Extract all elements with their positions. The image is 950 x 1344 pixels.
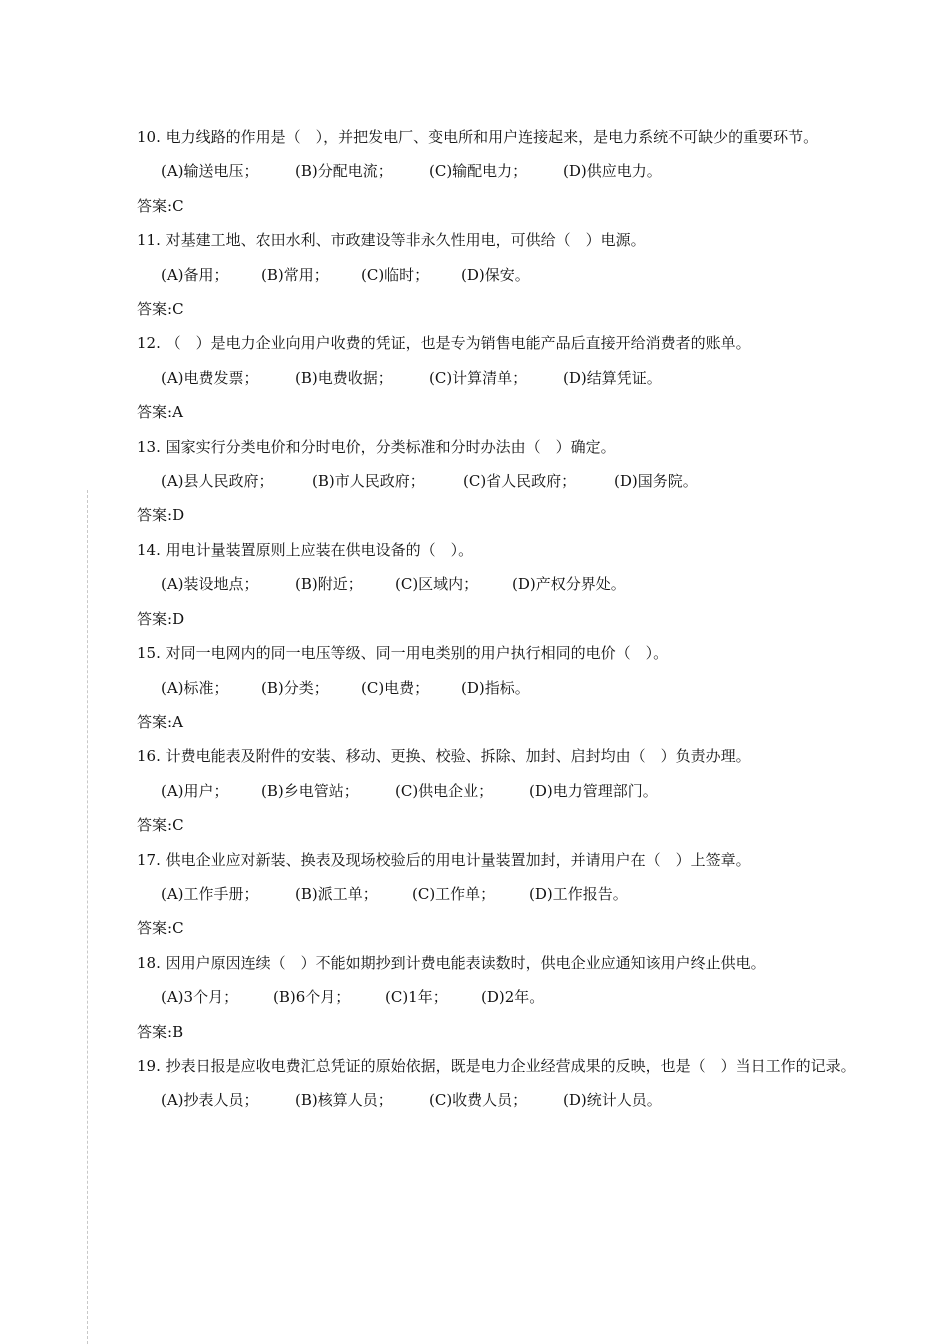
answer-label: 答案:: [137, 300, 173, 319]
option-b: (B)分配电流；: [295, 162, 393, 181]
option-b: (B)常用；: [261, 265, 329, 284]
question-stem: 计费电能表及附件的安装、移动、更换、校验、拆除、加封、启封均由（ ）负责办理。: [165, 747, 751, 766]
option-a: (A)3个月；: [161, 988, 239, 1007]
options-row: [137, 464, 867, 498]
option-c: (C)输配电力；: [429, 162, 528, 181]
question-number: 13.: [137, 437, 161, 456]
question-10: [137, 120, 867, 223]
question-11: [137, 223, 867, 326]
options-row: [137, 774, 867, 808]
options-row: [137, 671, 867, 705]
option-a: (A)县人民政府；: [161, 472, 274, 491]
answer-line: [137, 189, 867, 223]
question-number: 11.: [137, 231, 161, 250]
answer-line: [137, 395, 867, 429]
answer-label: 答案:: [137, 506, 173, 525]
question-13: [137, 430, 867, 533]
option-d: (D)工作报告。: [529, 884, 628, 903]
question-text: [137, 739, 867, 773]
option-c: (C)计算清单；: [429, 368, 528, 387]
answer-value: D: [172, 506, 185, 525]
option-b: (B)6个月；: [273, 988, 351, 1007]
options-row: [137, 1083, 867, 1117]
option-c: (C)收费人员；: [429, 1091, 528, 1110]
answer-label: 答案:: [137, 403, 173, 422]
question-list: [137, 120, 867, 1118]
question-text: [137, 430, 867, 464]
question-stem: 供电企业应对新装、换表及现场校验后的用电计量装置加封，并请用户在（ ）上签章。: [165, 850, 751, 869]
answer-line: [137, 498, 867, 532]
option-b: (B)电费收据；: [295, 368, 393, 387]
answer-label: 答案:: [137, 712, 173, 731]
option-d: (D)产权分界处。: [512, 575, 626, 594]
answer-value: B: [172, 1022, 184, 1041]
answer-value: C: [172, 919, 184, 938]
answer-label: 答案:: [137, 1022, 173, 1041]
question-stem: 抄表日报是应收电费汇总凭证的原始依据，既是电力企业经营成果的反映，也是（ ）当日工作的记录。: [165, 1056, 856, 1075]
question-stem: 对基建工地、农田水利、市政建设等非永久性用电，可供给（ ）电源。: [165, 231, 646, 250]
options-row: [137, 567, 867, 601]
option-a: (A)抄表人员；: [161, 1091, 259, 1110]
question-15: [137, 636, 867, 739]
question-number: 16.: [137, 747, 161, 766]
option-d: (D)保安。: [461, 265, 530, 284]
option-a: (A)用户；: [161, 781, 229, 800]
option-c: (C)1年；: [385, 988, 448, 1007]
option-a: (A)输送电压；: [161, 162, 259, 181]
question-text: [137, 120, 867, 154]
question-text: [137, 636, 867, 670]
option-b: (B)派工单；: [295, 884, 378, 903]
question-number: 10.: [137, 128, 161, 146]
question-16: [137, 739, 867, 842]
question-text: [137, 1049, 867, 1083]
answer-label: 答案:: [137, 609, 173, 628]
option-d: (D)电力管理部门。: [529, 781, 658, 800]
answer-label: 答案:: [137, 919, 173, 938]
answer-line: [137, 602, 867, 636]
option-a: (A)备用；: [161, 265, 229, 284]
options-row: [137, 980, 867, 1014]
option-b: (B)分类；: [261, 678, 329, 697]
answer-value: C: [172, 300, 184, 319]
answer-value: A: [172, 403, 183, 422]
option-c: (C)电费；: [361, 678, 430, 697]
options-row: [137, 361, 867, 395]
option-d: (D)指标。: [461, 678, 530, 697]
question-text: [137, 326, 867, 360]
answer-value: D: [172, 609, 185, 628]
options-row: [137, 877, 867, 911]
option-b: (B)核算人员；: [295, 1091, 393, 1110]
answer-label: 答案:: [137, 816, 173, 835]
question-text: [137, 843, 867, 877]
question-17: [137, 843, 867, 946]
question-text: [137, 223, 867, 257]
question-stem: 电力线路的作用是（ ），并把发电厂、变电所和用户连接起来，是电力系统不可缺少的重要环节。: [165, 128, 819, 146]
answer-line: [137, 1015, 867, 1049]
question-18: [137, 946, 867, 1049]
option-c: (C)工作单；: [412, 884, 496, 903]
question-number: 18.: [137, 953, 161, 972]
question-text: [137, 946, 867, 980]
answer-value: A: [172, 712, 183, 731]
option-d: (D)国务院。: [614, 472, 698, 491]
question-19: [137, 1049, 867, 1118]
question-stem: 用电计量装置原则上应装在供电设备的（ ）。: [165, 540, 474, 559]
answer-value: C: [172, 196, 184, 215]
question-number: 12.: [137, 334, 161, 353]
options-row: [137, 154, 867, 188]
option-a: (A)标准；: [161, 678, 229, 697]
option-c: (C)区域内；: [395, 575, 479, 594]
answer-line: [137, 705, 867, 739]
option-c: (C)供电企业；: [395, 781, 494, 800]
option-a: (A)装设地点；: [161, 575, 259, 594]
answer-line: [137, 292, 867, 326]
question-14: [137, 533, 867, 636]
options-row: [137, 258, 867, 292]
question-number: 19.: [137, 1056, 161, 1075]
question-number: 17.: [137, 850, 161, 869]
answer-value: C: [172, 816, 184, 835]
option-d: (D)结算凭证。: [563, 368, 662, 387]
question-stem: 对同一电网内的同一电压等级、同一用电类别的用户执行相同的电价（ ）。: [165, 644, 669, 663]
option-c: (C)临时；: [361, 265, 430, 284]
question-stem: （ ）是电力企业向用户收费的凭证，也是专为销售电能产品后直接开给消费者的账单。: [165, 334, 751, 353]
option-d: (D)供应电力。: [563, 162, 662, 181]
margin-guide-line: [87, 490, 88, 1344]
question-stem: 因用户原因连续（ ）不能如期抄到计费电能表读数时，供电企业应通知该用户终止供电。: [165, 953, 766, 972]
question-text: [137, 533, 867, 567]
answer-label: 答案:: [137, 196, 173, 215]
option-b: (B)乡电管站；: [261, 781, 359, 800]
question-number: 15.: [137, 644, 161, 663]
question-number: 14.: [137, 540, 161, 559]
option-a: (A)工作手册；: [161, 884, 259, 903]
option-b: (B)市人民政府；: [312, 472, 425, 491]
question-stem: 国家实行分类电价和分时电价，分类标准和分时办法由（ ）确定。: [165, 437, 616, 456]
option-b: (B)附近；: [295, 575, 363, 594]
option-d: (D)统计人员。: [563, 1091, 662, 1110]
answer-line: [137, 911, 867, 945]
option-d: (D)2年。: [481, 988, 545, 1007]
option-a: (A)电费发票；: [161, 368, 259, 387]
question-12: [137, 326, 867, 429]
answer-line: [137, 808, 867, 842]
option-c: (C)省人民政府；: [463, 472, 577, 491]
